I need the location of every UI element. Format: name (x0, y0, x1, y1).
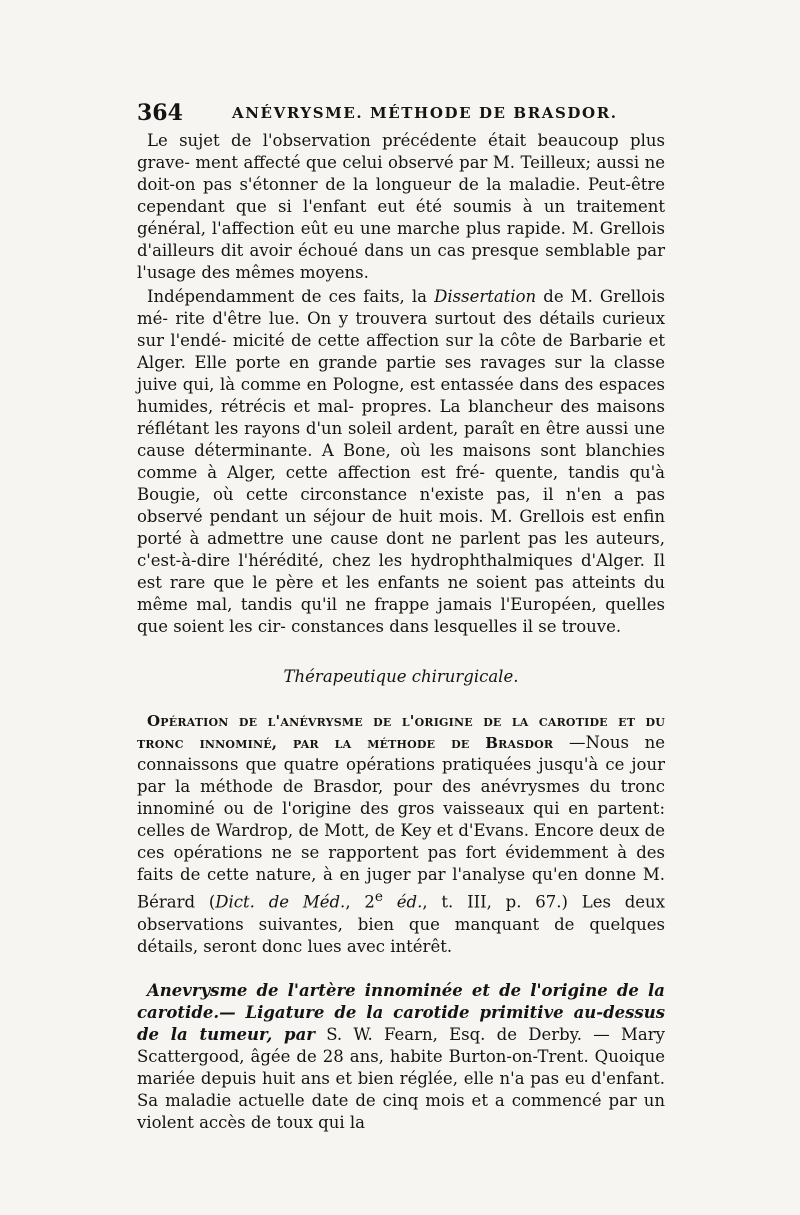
paragraph-operation (137, 710, 665, 958)
operation-ref-sup: e (374, 889, 383, 905)
paragraph-dissertation-rest: de M. Grellois mé- rite d'être lue. On y trouvera surtout des détails curieux sur l'endé- micité de cette affection sur la côte de Barbarie et Alger. Elle porte en grande partie ses ravages sur la classe juive qui, là comme en Pologne, est entassée dans des espaces humides, rétrécis et mal- propres. La blancheur des maisons réflétant les rayons d'un soleil ardent, paraît en être aussi une cause déterminante. A Bone, où les maisons sont blanchies comme à Alger, cette affection est fré- quente, tandis qu'à Bougie, où cette circonstance n'existe pas, il n'en a pas observé pendant un séjour de huit mois. M. Grellois est enfin porté à admettre une cause dont ne parlent pas les auteurs, c'est-à-dire l'hérédité, chez les hydrophthalmiques d'Alger. Il est rare que le père et les enfants ne soient pas atteints du même mal, tandis qu'il ne frappe jamais l'Européen, quelles que soient les cir- constances dans lesquelles il se trouve. (137, 287, 665, 636)
case-title: Anevrysme de l'artère innominée et de l'origine de la carotide.— Ligature de la carotide primitive au-dessus de la tumeur, par (137, 980, 665, 1044)
running-title: ANÉVRYSME. MÉTHODE DE BRASDOR. (232, 104, 618, 122)
section-title: Thérapeutique chirurgicale. (283, 667, 519, 686)
paragraph-case (137, 980, 665, 1134)
operation-heading: Opération de l'anévrysme de l'origine de la carotide et du tronc innominé, par la méthode de Brasdor (137, 712, 665, 752)
page-content (137, 96, 665, 1134)
paragraph-dissertation-start: Indépendamment de ces faits, la (147, 287, 435, 306)
paragraph-dissertation (137, 286, 665, 638)
operation-ref-italic: Dict. de Méd. (215, 892, 346, 912)
operation-text-c: , t. III, p. 67.) Les deux observations suivantes, bien que manquant de quelques détails, seront donc lues avec intérêt. (137, 892, 665, 956)
paragraph-observation: Le sujet de l'observation précédente était beaucoup plus grave- ment affecté que celui observé par M. Teilleux; aussi ne doit-on pas s'étonner de la longueur de la maladie. Peut-être cependant que si l'enfant eut été soumis à un traitement général, l'affection eût eu une marche plus rapide. M. Grellois d'ailleurs dit avoir échoué dans un cas presque semblable par l'usage des mêmes moyens. (137, 131, 665, 282)
running-head (137, 96, 665, 130)
page-number: 364 (137, 100, 183, 126)
operation-ref-italic-2: éd. (383, 892, 423, 912)
operation-text-b: , 2 (345, 892, 375, 912)
dissertation-italic: Dissertation (434, 287, 537, 306)
operation-text-a: —Nous ne connaissons que quatre opérations pratiquées jusqu'à ce jour par la méthode de Brasdor, pour des anévrysmes du tronc innominé ou de l'origine des gros vaisseaux qui en partent: celles de Wardrop, de Mott, de Key et d'Evans. Encore deux de ces opérations ne se rapportent pas fort évidemment à des faits de cette nature, à en juger par l'analyse qu'en donne M. Bérard ( (137, 733, 665, 912)
case-text: S. W. Fearn, Esq. de Derby. — Mary Scattergood, âgée de 28 ans, habite Burton-on-Trent. Quoique mariée depuis huit ans et bien réglée, elle n'a pas eu d'enfant. Sa maladie actuelle date de cinq mois et a commencé par un violent accès de toux qui la (137, 1024, 665, 1132)
